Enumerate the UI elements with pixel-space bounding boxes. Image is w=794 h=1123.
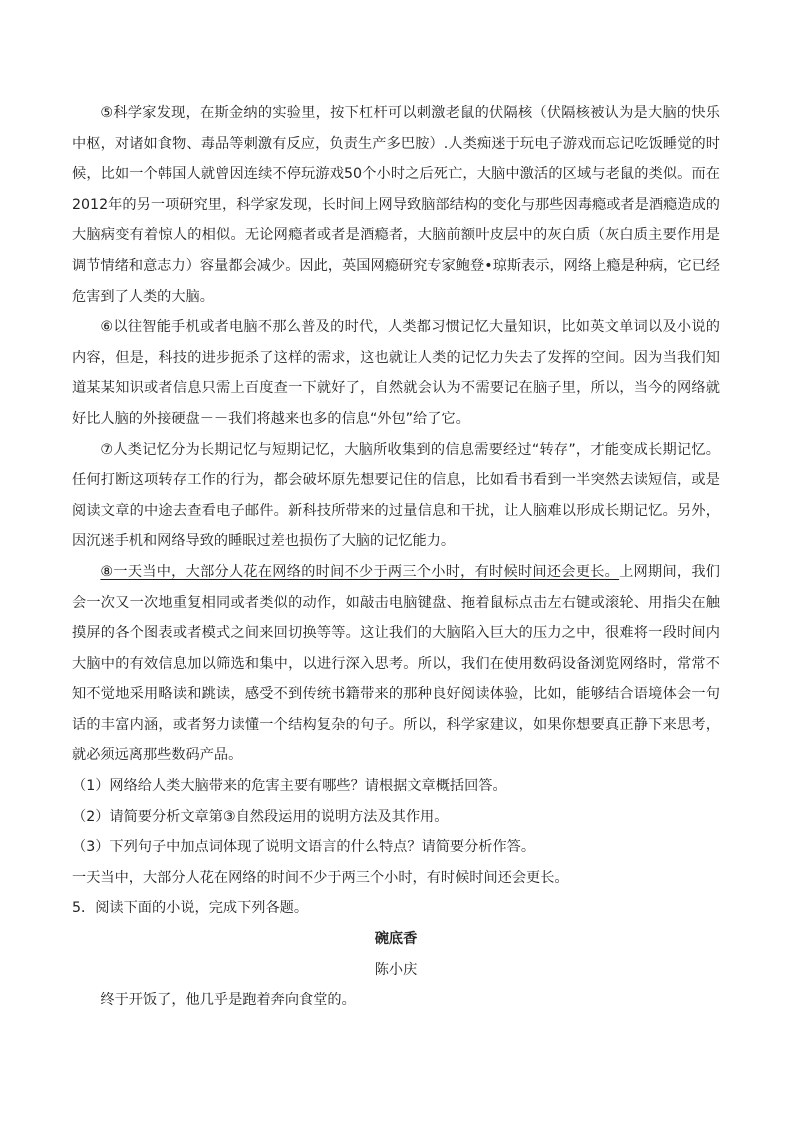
paragraph-8-rest: 上网期间，我们会一次又一次地重复相同或者类似的动作，如敲击电脑键盘、拖着鼠标点击左右键或滚轮、用指尖在触摸屏的各个图表或者模式之间来回切换等等。这让我们的大脑陷入巨大的压力之中，很难将一段时间内大脑中的有效信息加以筛选和集中，以进行深入思考。所以，我们在使用数码设备浏览网络时，常常不知不觉地采用略读和跳读，感受不到传统书籍带来的那种良好阅读体验，比如，能够结合语境体会一句话的丰富内涵，或者努力读懂一个结构复杂的句子。所以，科学家建议，如果你想要真正静下来思考，就必须远离那些数码产品。 (72, 563, 720, 764)
paragraph-7: ⑦人类记忆分为长期记忆与短期记忆，大脑所收集到的信息需要经过“转存”，才能变成长期记忆。任何打断这项转存工作的行为，都会破坏原先想要记住的信息，比如看书看到一半突然去读短信，或是阅读文章的中途去查看电子邮件。新科技所带来的过量信息和干扰，让人脑难以形成长期记忆。另外，因沉迷手机和网络导致的睡眠过差也损伤了大脑的记忆能力。 (72, 441, 720, 550)
story-first-line: 终于开饭了，他几乎是跑着奔向食堂的。 (100, 992, 356, 1009)
story-title: 碗底香 (374, 931, 418, 948)
underlined-sentence: ⑧一天当中，大部分人花在网络的时间不少于两三个小时，有时候时间还会更长。 (100, 563, 620, 580)
story-author: 陈小庆 (374, 961, 418, 978)
paragraph-8 (72, 557, 720, 771)
question-3: （3）下列句子中加点词体现了说明文语言的什么特点？请简要分析作答。 (72, 839, 536, 856)
question-2: （2）请简要分析文章第③自然段运用的说明方法及其作用。 (72, 808, 449, 825)
question-3-sentence: 一天当中，大部分人花在网络的时间不少于两三个小时，有时候时间还会更长。 (72, 869, 569, 886)
question-1: （1）网络给人类大脑带来的危害主要有哪些？请根据文章概括回答。 (72, 778, 507, 795)
paragraph-5: ⑤科学家发现，在斯金纳的实验里，按下杠杆可以刺激老鼠的伏隔核（伏隔核被认为是大脑的快乐中枢，对诸如食物、毒品等刺激有反应，负责生产多巴胺）.人类痴迷于玩电子游戏而忘记吃饭睡觉的时候，比如一个韩国人就曾因连续不停玩游戏50个小时之后死亡，大脑中激活的区域与老鼠的类似。而在2012年的另一项研究里，科学家发现，长时间上网导致脑部结构的变化与那些因毒瘾或者是酒瘾造成的大脑病变有着惊人的相似。无论网瘾者或者是酒瘾者，大脑前额叶皮层中的灰白质（灰白质主要作用是调节情绪和意志力）容量都会减少。因此，英国网瘾研究专家鲍登•琼斯表示，网络上瘾是种病，它已经危害到了人类的大脑。 (72, 105, 720, 305)
paragraph-6: ⑥以往智能手机或者电脑不那么普及的时代，人类都习惯记忆大量知识，比如英文单词以及小说的内容，但是，科技的进步扼杀了这样的需求，这也就让人类的记忆力失去了发挥的空间。因为当我们知道某某知识或者信息只需上百度查一下就好了，自然就会认为不需要记在脑子里，所以，当今的网络就好比人脑的外接硬盘－－我们将越来也多的信息“外包”给了它。 (72, 319, 720, 427)
section-5-intro: 5．阅读下面的小说，完成下列各题。 (72, 900, 309, 917)
document-page (72, 98, 720, 1016)
